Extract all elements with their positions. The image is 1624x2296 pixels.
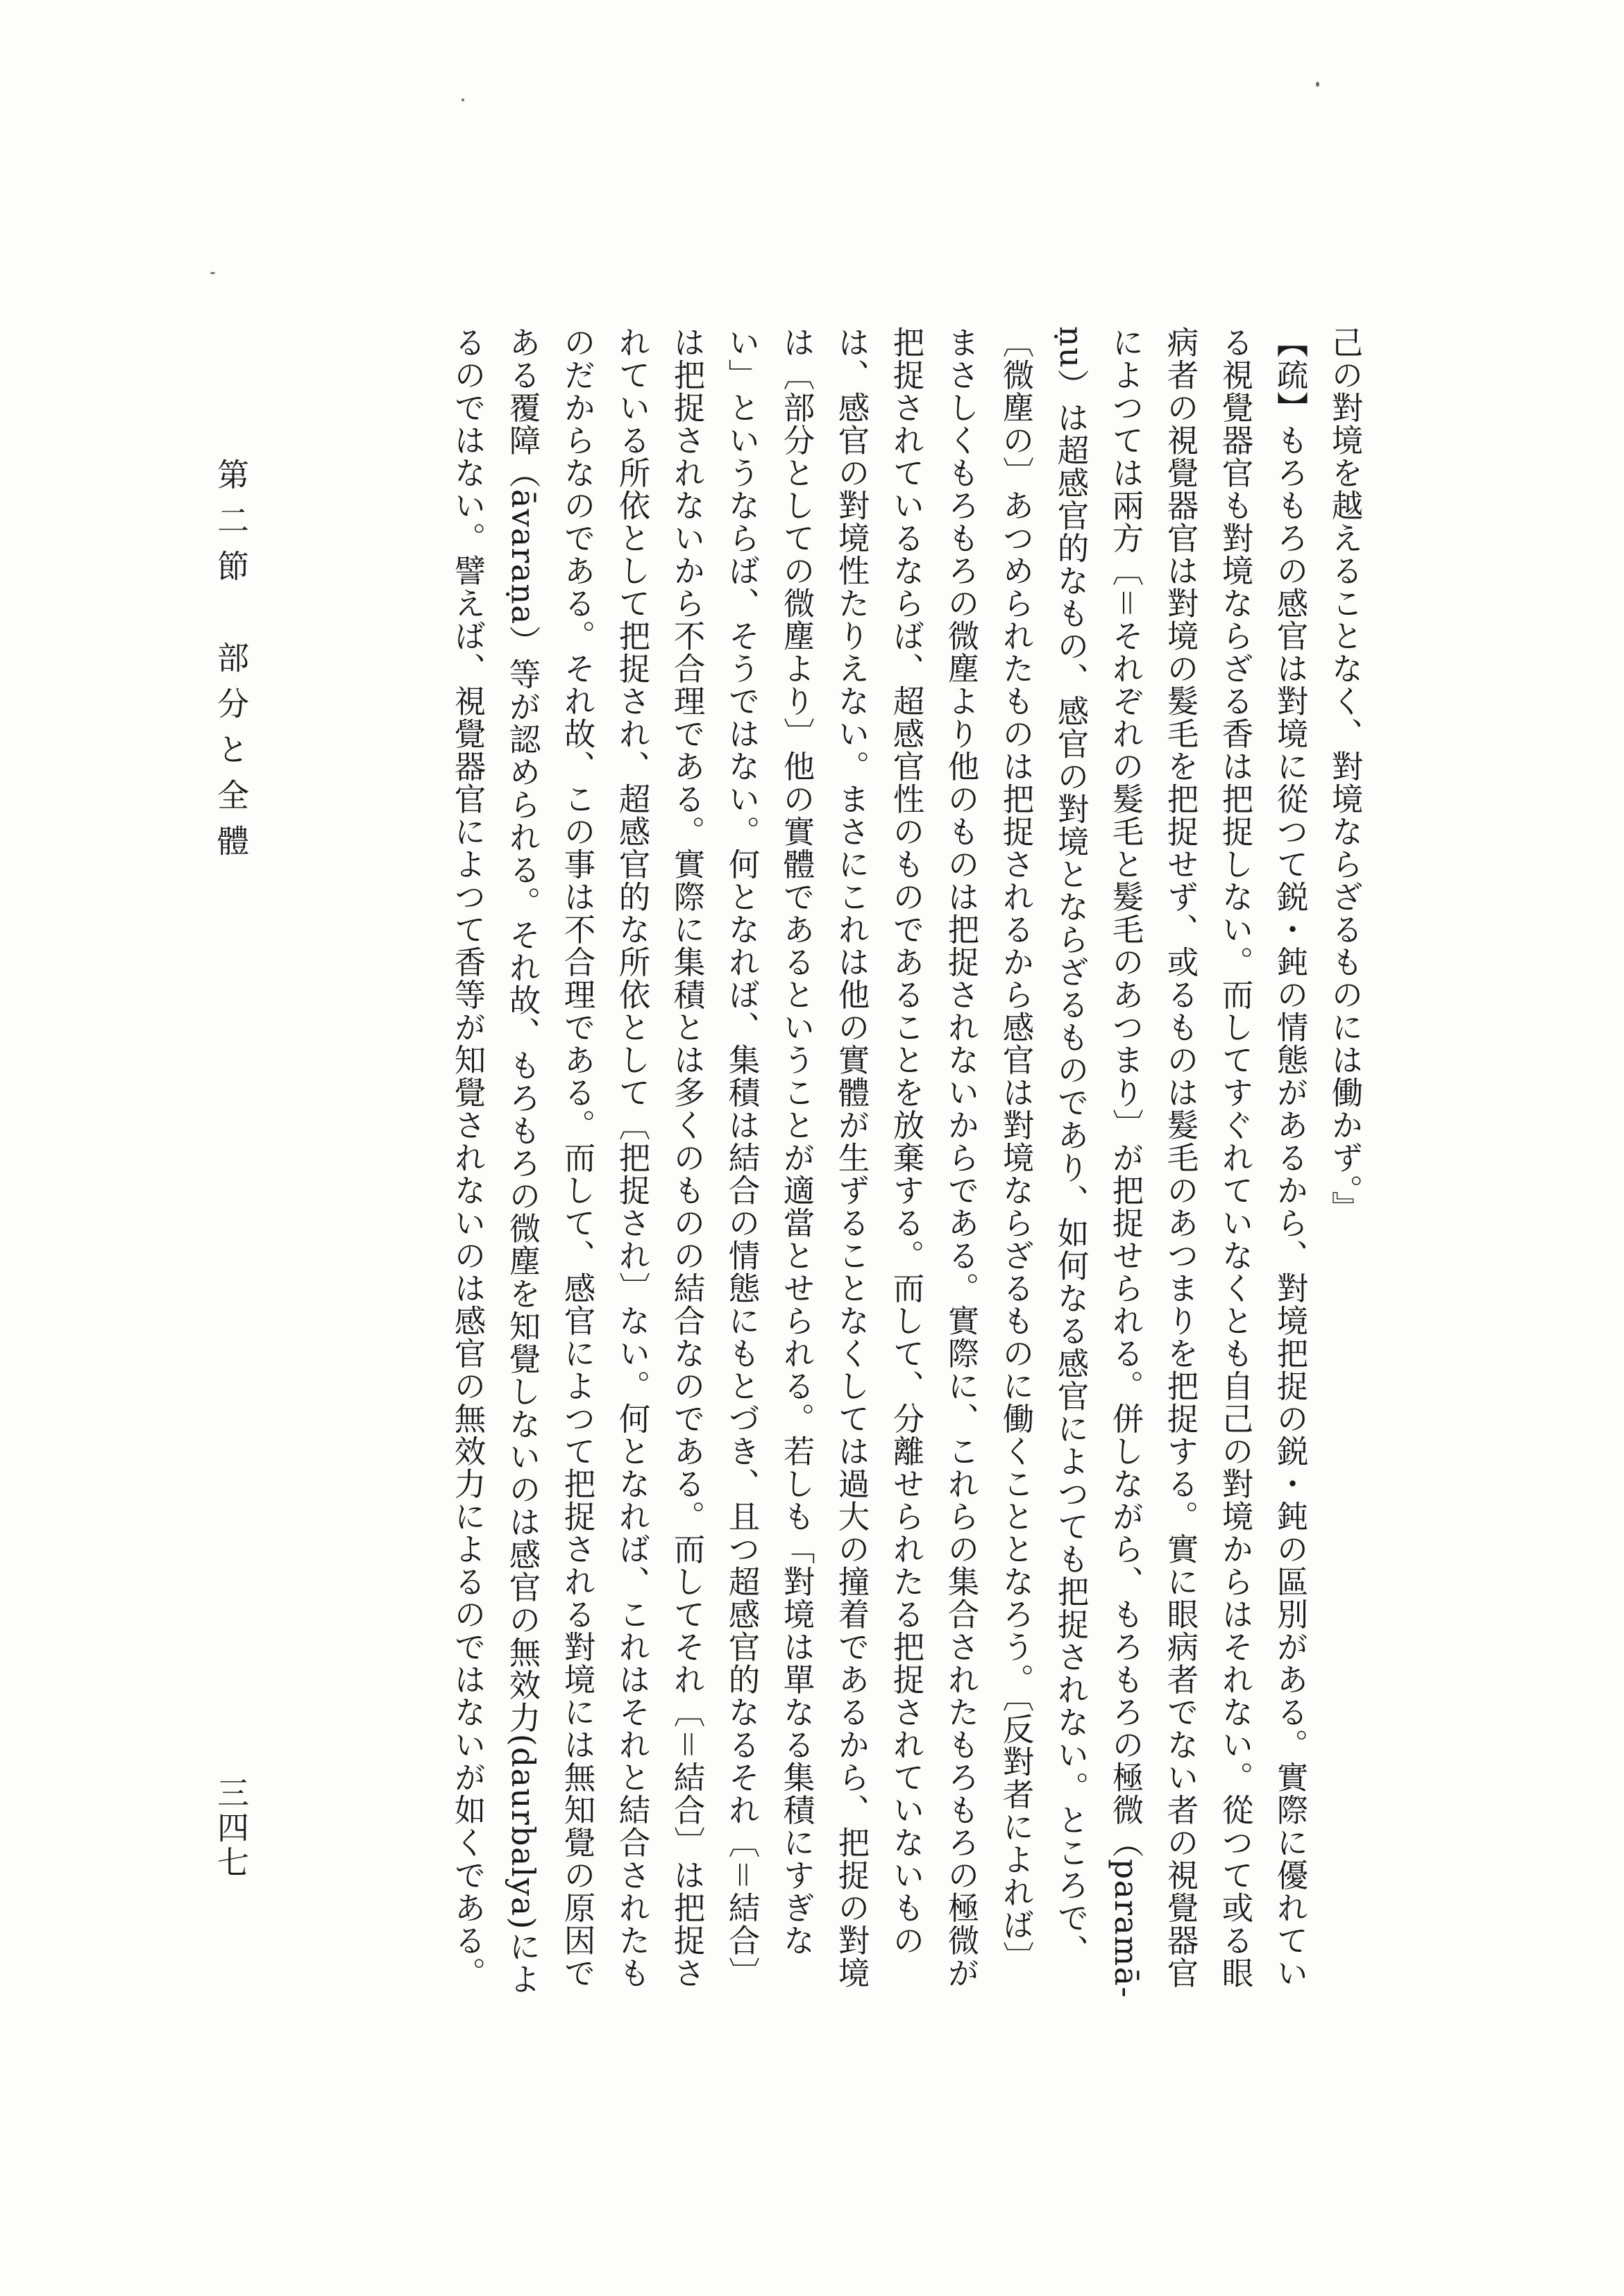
text-line: 病者の視覺器官は對境の髮毛を把捉せず、或るものは髮毛のあつまりを把捉する。實に眼病者でない者の視覺器官 xyxy=(1162,326,1199,1989)
text-line: のだからなのである。それ故、この事は不合理である。而して、感官によつて把捉される對境には無知覺の原因で xyxy=(559,326,596,1989)
text-line: によつては兩方〔＝それぞれの髮毛と髮毛のあつまり〕が把捉せられる。併しながら、もろもろの極微（paramā- xyxy=(1108,326,1144,1999)
text-line: る視覺器官も對境ならざる香は把捉しない。而してすぐれていなくとも自己の對境からはそれない。從つて或る眼 xyxy=(1217,326,1254,1989)
text-line: は〔部分としての微塵より〕他の實體であるということが適當とせられる。若しも「對境は單なる集積にすぎな xyxy=(779,326,815,1957)
page-number: 三四七 xyxy=(212,1776,250,1880)
text-line: は把捉されないから不合理である。實際に集積とは多くのものの結合なのである。而してそれ〔＝結合〕は把捉さ xyxy=(669,326,706,1989)
body-text xyxy=(441,326,1373,2005)
scan-speck xyxy=(1316,82,1319,87)
text-line: は、感官の對境性たりえない。まさにこれは他の實體が生ずることなくしては過大の撞着であるから、把捉の對境 xyxy=(834,326,870,1989)
text-line: 己の對境を越えることなく、對境ならざるものには働かず。』 xyxy=(1327,326,1364,1224)
running-head: 第二節 部分と全體 xyxy=(212,458,250,870)
text-line: 【疏】もろもろの感官は對境に從つて鋭・鈍の情態があるから、對境把捉の鋭・鈍の區別がある。實際に優れてい xyxy=(1272,326,1309,1989)
text-line: れている所依として把捉され、超感官的な所依として〔把捉され〕ない。何となれば、これはそれと結合されたも xyxy=(614,326,651,1989)
text-line: ṇu）は超感官的なもの、感官の對境とならざるものであり、如何なる感官によつても把捉されない。ところで、 xyxy=(1053,326,1090,1967)
scan-speck xyxy=(210,272,215,274)
text-line: ある覆障（āvaraṇa）等が認められる。それ故、もろもろの微塵を知覺しないのは感官の無效力(daurbalya)によ xyxy=(505,326,541,1996)
text-line: 〔微塵の〕あつめられたものは把捉されるから感官は對境ならざるものに働くこととなろう。〔反對者によれば〕 xyxy=(998,326,1035,1974)
scan-speck xyxy=(462,99,464,101)
text-line: るのではない。譬えば、視覺器官によつて香等が知覺されないのは感官の無效力によるのではないが如くである。 xyxy=(450,326,487,1989)
text-line: い」というならば、そうではない。何となれば、集積は結合の情態にもとづき、且つ超感官的なるそれ〔＝結合〕 xyxy=(724,326,761,1989)
text-line: 把捉されているならば、超感官性のものであることを放棄する。而して、分離せられたる把捉されていないもの xyxy=(888,326,925,1957)
text-line: まさしくもろもろの微塵より他のものは把捉されないからである。實際に、これらの集合されたもろもろの極微が xyxy=(943,326,980,1989)
